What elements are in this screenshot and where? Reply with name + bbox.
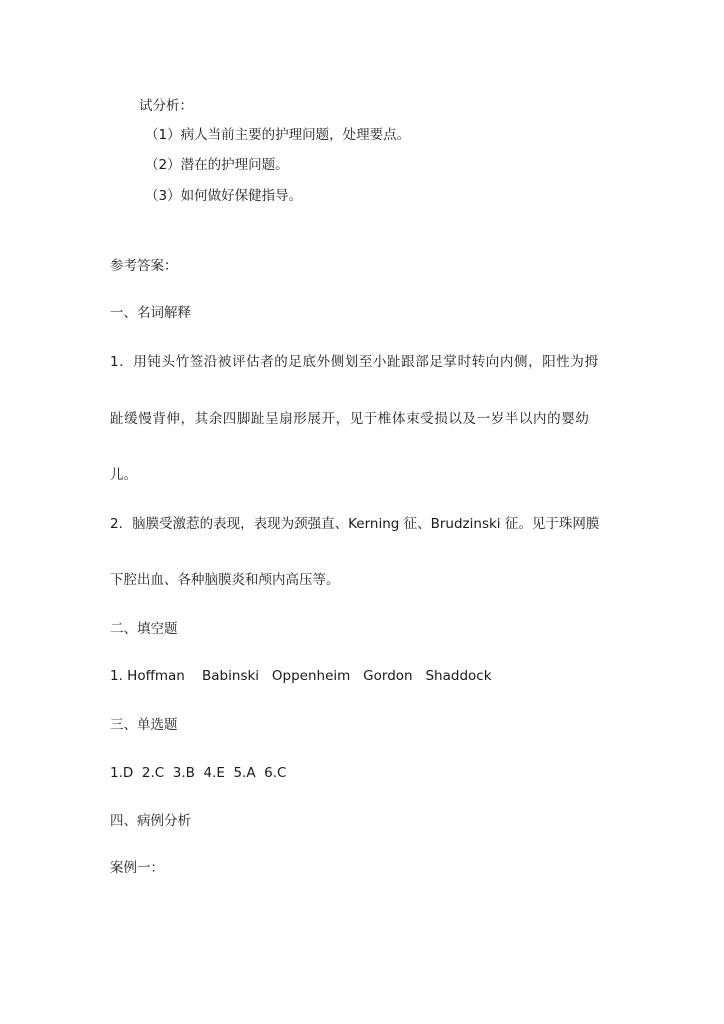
analysis-item-2: （2）潜在的护理问题。 xyxy=(145,157,289,173)
terms-answer-1-line-2: 趾缓慢背伸，其余四脚趾呈扇形展开，见于椎体束受损以及一岁半以内的婴幼 xyxy=(110,411,590,427)
reference-answers-heading: 参考答案： xyxy=(110,258,178,274)
section-title-terms: 一、名词解释 xyxy=(110,305,191,321)
analysis-item-1: （1）病人当前主要的护理问题，处理要点。 xyxy=(145,127,411,143)
analysis-item-3: （3）如何做好保健指导。 xyxy=(145,188,303,204)
terms-answer-2-line-1: 2．脑膜受激惹的表现，表现为颈强直、Kerning 征、Brudzinski 征。见于珠网膜 xyxy=(110,516,600,532)
section-title-fill-blank: 二、填空题 xyxy=(110,621,178,637)
terms-answer-2-line-2: 下腔出血、各种脑膜炎和颅内高压等。 xyxy=(110,572,340,588)
case-one-label: 案例一： xyxy=(110,860,164,876)
fill-blank-answer-1: 1. Hoffman Babinski Oppenheim Gordon Shaddock xyxy=(110,668,492,684)
analysis-prompt: 试分析： xyxy=(139,98,193,114)
terms-answer-1-line-3: 儿。 xyxy=(110,467,137,483)
section-title-case-analysis: 四、病例分析 xyxy=(110,813,191,829)
terms-answer-1-line-1: 1．用钝头竹签沿被评估者的足底外侧划至小趾跟部足掌时转向内侧，阳性为拇 xyxy=(110,354,599,370)
single-choice-answers: 1.D 2.C 3.B 4.E 5.A 6.C xyxy=(110,765,287,781)
section-title-single-choice: 三、单选题 xyxy=(110,717,178,733)
